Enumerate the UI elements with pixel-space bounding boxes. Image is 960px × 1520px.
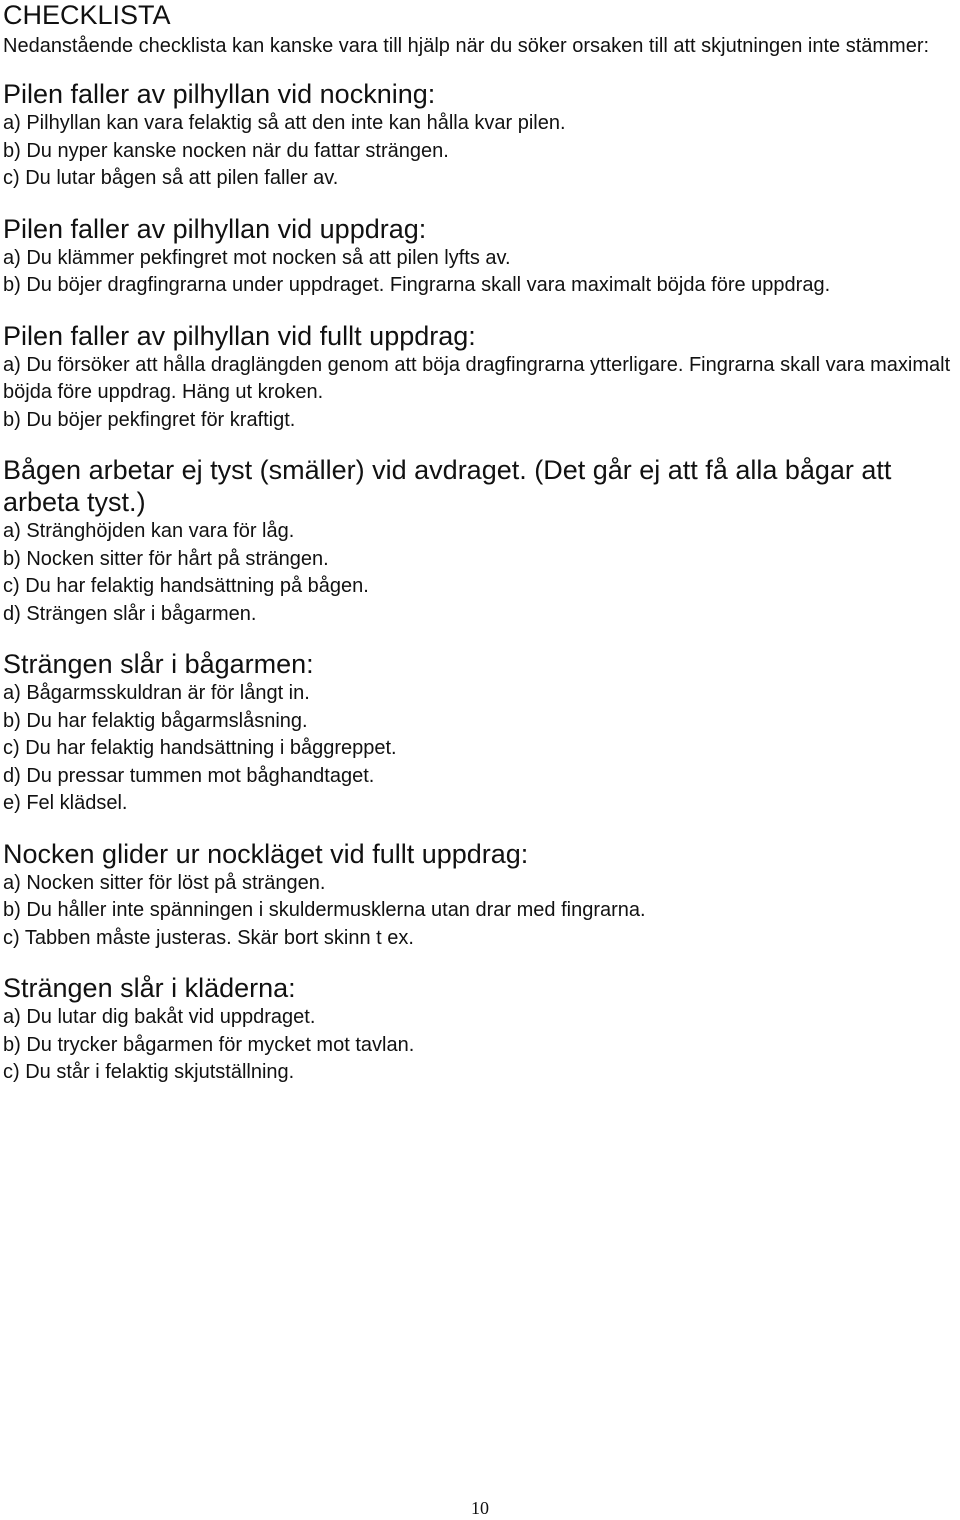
list-item: c) Du står i felaktig skjutställning.	[3, 1061, 295, 1083]
section-strangen-kladerna	[3, 972, 953, 1087]
section-nocken-glider	[3, 838, 953, 953]
list-item: a) Nocken sitter för löst på strängen.	[3, 871, 326, 894]
list-item: b) Du håller inte spänningen i skuldermusklerna utan drar med fingrarna.	[3, 899, 646, 921]
page-number: 10	[471, 1498, 489, 1518]
section-heading: Pilen faller av pilhyllan vid fullt uppdrag:	[3, 320, 476, 351]
list-item: a) Pilhyllan kan vara felaktig så att den inte kan hålla kvar pilen.	[3, 112, 566, 134]
section-heading: Strängen slår i bågarmen:	[3, 649, 314, 679]
list-item: c) Tabben måste justeras. Skär bort skinn t ex.	[3, 926, 414, 949]
list-item: a) Du klämmer pekfingret mot nocken så att pilen lyfts av.	[3, 246, 511, 269]
section-heading: Pilen faller av pilhyllan vid uppdrag:	[3, 213, 427, 244]
list-item: b) Nocken sitter för hårt på strängen.	[3, 547, 329, 570]
list-item: b) Du nyper kanske nocken när du fattar strängen.	[3, 139, 449, 162]
list-item: b) Du har felaktig bågarmslåsning.	[3, 709, 308, 732]
document-page	[3, 0, 953, 1087]
section-heading: Nocken glider ur nockläget vid fullt uppdrag:	[3, 838, 529, 869]
section-bagen-tyst	[3, 454, 953, 628]
page-title: CHECKLISTA	[3, 0, 171, 30]
list-item: a) Stränghöjden kan vara för låg.	[3, 520, 295, 542]
list-item: d) Strängen slår i bågarmen.	[3, 602, 257, 625]
list-item: a) Bågarmsskuldran är för långt in.	[3, 682, 310, 704]
list-item: c) Du har felaktig handsättning på bågen.	[3, 575, 369, 597]
section-heading: Pilen faller av pilhyllan vid nockning:	[3, 79, 436, 109]
list-item: a) Du försöker att hålla draglängden genom att böja dragfingrarna ytterligare. Fingrarna skall vara maximalt böjda före uppdrag. Häng ut kroken.	[3, 353, 951, 403]
section-heading: Strängen slår i kläderna:	[3, 973, 296, 1003]
intro-text: Nedanstående checklista kan kanske vara till hjälp när du söker orsaken till att skjutningen inte stämmer:	[3, 35, 930, 57]
list-item: b) Du böjer pekfingret för kraftigt.	[3, 408, 296, 431]
list-item: a) Du lutar dig bakåt vid uppdraget.	[3, 1006, 316, 1028]
list-item: b) Du böjer dragfingrarna under uppdraget. Fingrarna skall vara maximalt böjda före uppdrag.	[3, 274, 831, 296]
list-item: c) Du har felaktig handsättning i båggreppet.	[3, 737, 397, 759]
list-item: d) Du pressar tummen mot båghandtaget.	[3, 764, 375, 787]
section-heading: Bågen arbetar ej tyst (smäller) vid avdraget. (Det går ej att få alla bågar att arbeta tyst.)	[3, 455, 892, 517]
section-nockning	[3, 78, 953, 193]
section-uppdrag	[3, 213, 953, 300]
list-item: c) Du lutar bågen så att pilen faller av.	[3, 167, 339, 189]
list-item: e) Fel klädsel.	[3, 792, 128, 814]
section-fullt-uppdrag	[3, 320, 953, 435]
section-strangen-bagarmen	[3, 648, 953, 818]
list-item: b) Du trycker bågarmen för mycket mot tavlan.	[3, 1033, 415, 1056]
